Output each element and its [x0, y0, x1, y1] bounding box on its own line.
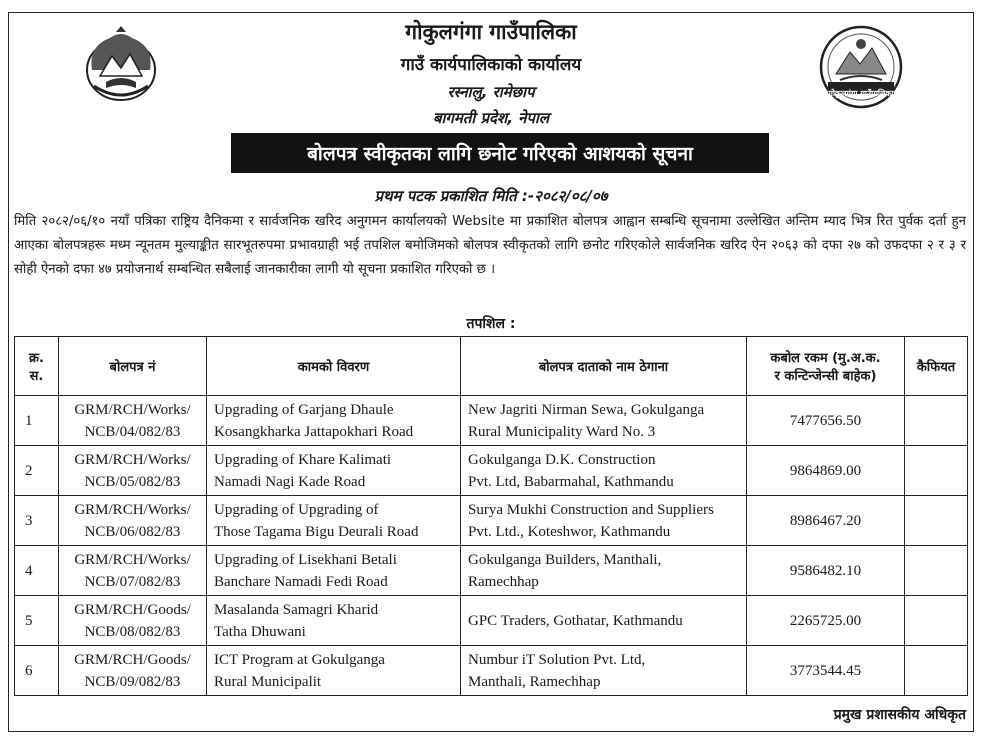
cell-amount: 9864869.00 — [747, 446, 905, 496]
header-bidder: बोलपत्र दाताको नाम ठेगाना — [461, 337, 747, 396]
org-name: गोकुलगंगा गाउँपालिका — [405, 20, 577, 44]
cell-bidder: Surya Mukhi Construction and Suppliers Pvt. Ltd., Koteshwor, Kathmandu — [461, 496, 747, 546]
seal-text: गोकुलगंगा गाउँपालिका — [828, 89, 894, 98]
office-name: गाउँ कार्यपालिकाको कार्यालय — [400, 55, 582, 75]
province: बागमती प्रदेश, नेपाल — [432, 109, 550, 127]
cell-bid-no: GRM/RCH/Works/ NCB/07/082/83 — [59, 546, 207, 596]
cell-sn: 3 — [15, 496, 59, 546]
table-header-row — [15, 337, 968, 396]
cell-work-desc: Upgrading of Khare Kalimati Namadi Nagi Kade Road — [207, 446, 461, 496]
cell-remarks — [905, 496, 968, 546]
cell-remarks — [905, 596, 968, 646]
cell-amount: 3773544.45 — [747, 646, 905, 696]
cell-sn: 2 — [15, 446, 59, 496]
address: रस्नालु, रामेछाप — [447, 83, 535, 101]
header-bid-no: बोलपत्र नं — [59, 337, 207, 396]
table-row — [15, 446, 968, 496]
cell-work-desc: ICT Program at Gokulganga Rural Municipalit — [207, 646, 461, 696]
schedule-label: तपशिल : — [466, 316, 516, 332]
cell-bidder: New Jagriti Nirman Sewa, Gokulganga Rural Municipality Ward No. 3 — [461, 396, 747, 446]
bid-table — [14, 336, 968, 696]
notice-body: मिति २०८२/०६/१० नयाँ पत्रिका राष्ट्रिय दैनिकमा र सार्वजनिक खरिद अनुगमन कार्यालयको Website मा प्रकाशित बोलपत्र आह्वान सम्बन्धि सूचनामा उल्लेखित अन्तिम म्याद भित्र रित पुर्वक दर्ता हुन आएका बोलपत्रहरू मध्म न्यूनतम मुल्याङ्कीत सारभूतरुपमा प्रभावग्राही भई तपशिल बमोजिमको बोलपत्र स्वीकृतको लागि छनोट गरिएकोले सार्वजनिक खरिद ऐन २०६३ को दफा २७ को उफदफा २ र ३ र सोही ऐनको दफा ४७ प्रयोजनार्थ सम्बन्धित सबैलाई जानकारीका लागी यो सूचना प्रकाशित गरिएको छ । — [14, 214, 966, 277]
cell-remarks — [905, 446, 968, 496]
cell-remarks — [905, 396, 968, 446]
cell-bidder: Gokulganga Builders, Manthali, Ramechhap — [461, 546, 747, 596]
header-work-desc: कामको विवरण — [207, 337, 461, 396]
cell-amount: 9586482.10 — [747, 546, 905, 596]
cell-sn: 4 — [15, 546, 59, 596]
table-row — [15, 396, 968, 446]
notice-title: बोलपत्र स्वीकृतका लागि छनोट गरिएको आशयको सूचना — [231, 133, 769, 173]
cell-bidder: GPC Traders, Gothatar, Kathmandu — [461, 596, 747, 646]
cell-bid-no: GRM/RCH/Works/ NCB/05/082/83 — [59, 446, 207, 496]
header-amount: कबोल रकम (मु.अ.क. र कन्टिन्जेन्सी बाहेक) — [747, 337, 905, 396]
cell-work-desc: Upgrading of Lisekhani Betali Banchare Namadi Fedi Road — [207, 546, 461, 596]
cell-bidder: Numbur iT Solution Pvt. Ltd, Manthali, Ramechhap — [461, 646, 747, 696]
cell-bid-no: GRM/RCH/Works/ NCB/04/082/83 — [59, 396, 207, 446]
table-row — [15, 646, 968, 696]
table-row — [15, 496, 968, 546]
cell-work-desc: Upgrading of Garjang Dhaule Kosangkharka Jattapokhari Road — [207, 396, 461, 446]
cell-bid-no: GRM/RCH/Works/ NCB/06/082/83 — [59, 496, 207, 546]
cell-remarks — [905, 546, 968, 596]
signature: प्रमुख प्रशासकीय अधिकृत — [833, 707, 966, 723]
cell-bidder: Gokulganga D.K. Construction Pvt. Ltd, Babarmahal, Kathmandu — [461, 446, 747, 496]
header-sn: क्र. स. — [15, 337, 59, 396]
published-date: प्रथम पटक प्रकाशित मिति :-२०८२/०८/०७ — [374, 187, 608, 205]
cell-remarks — [905, 646, 968, 696]
cell-sn: 1 — [15, 396, 59, 446]
header-remarks: कैफियत — [905, 337, 968, 396]
cell-amount: 7477656.50 — [747, 396, 905, 446]
cell-bid-no: GRM/RCH/Goods/ NCB/09/082/83 — [59, 646, 207, 696]
cell-work-desc: Masalanda Samagri Kharid Tatha Dhuwani — [207, 596, 461, 646]
cell-amount: 8986467.20 — [747, 496, 905, 546]
table-row — [15, 546, 968, 596]
cell-bid-no: GRM/RCH/Goods/ NCB/08/082/83 — [59, 596, 207, 646]
table-row — [15, 596, 968, 646]
cell-work-desc: Upgrading of Upgrading of Those Tagama Bigu Deurali Road — [207, 496, 461, 546]
cell-amount: 2265725.00 — [747, 596, 905, 646]
cell-sn: 6 — [15, 646, 59, 696]
cell-sn: 5 — [15, 596, 59, 646]
